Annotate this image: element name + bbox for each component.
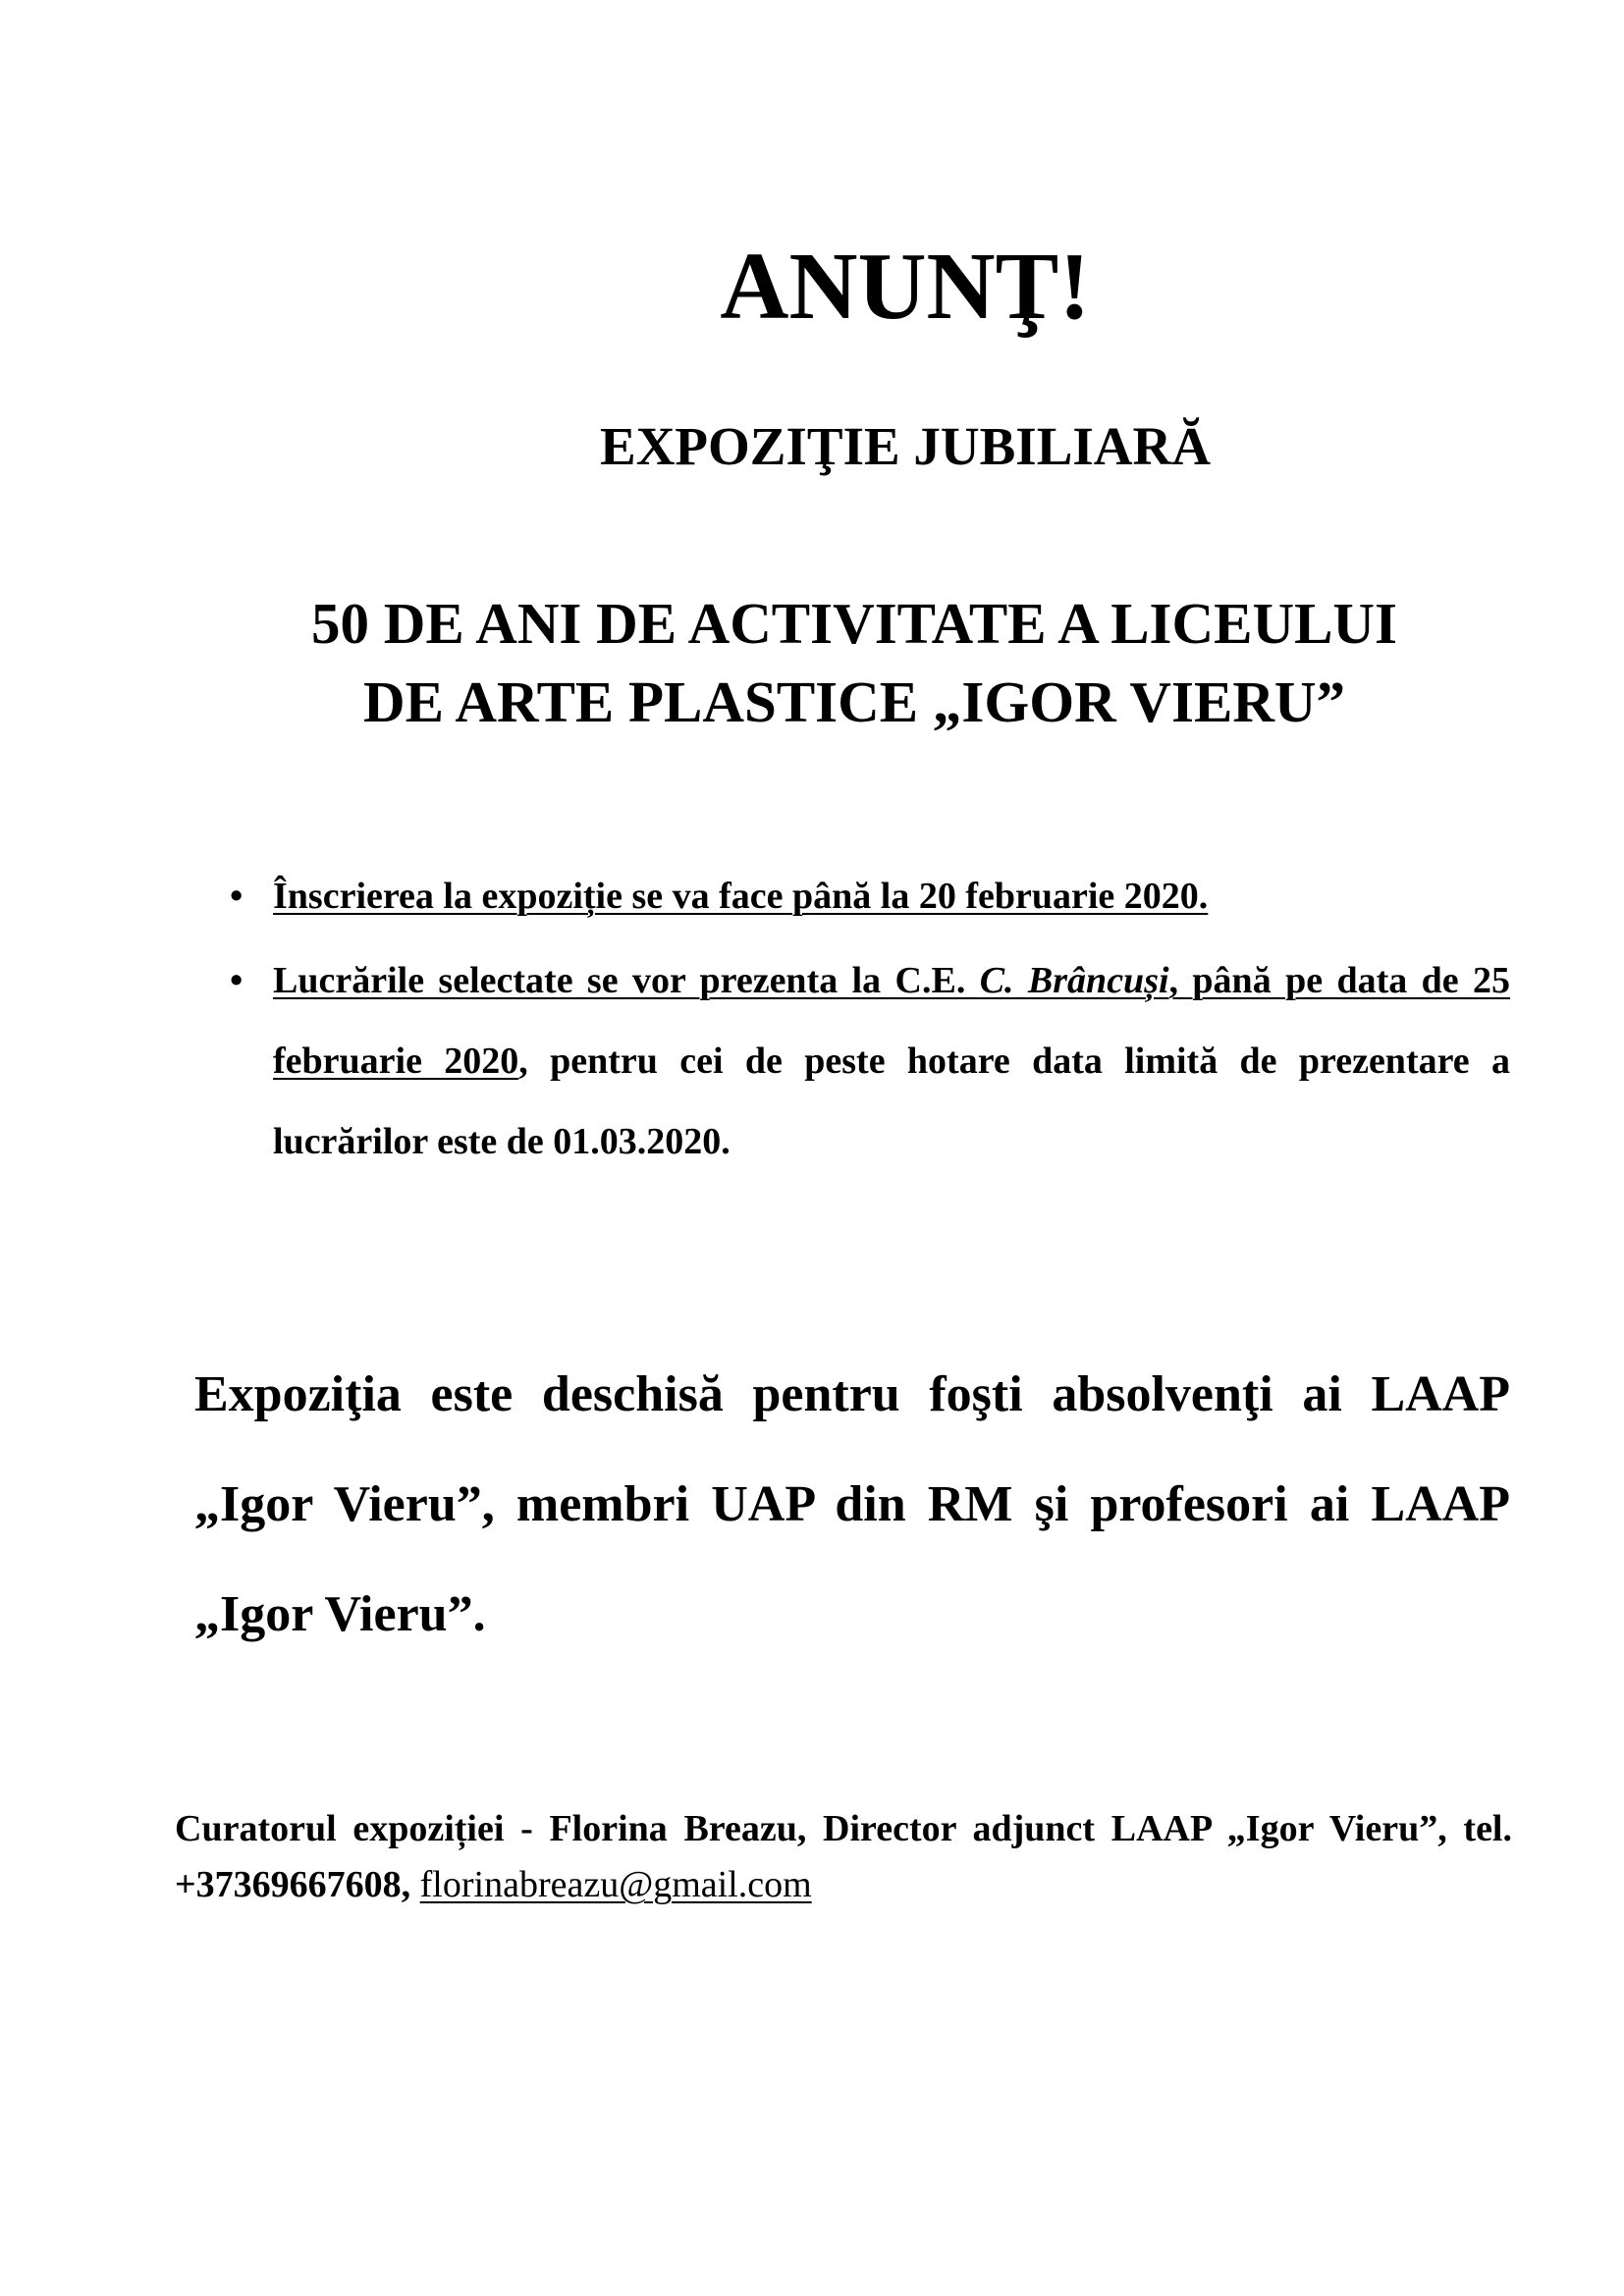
submission-text-part1: Lucrările selectate se vor prezenta la C.E.: [273, 960, 980, 1001]
bullet-item-registration: [273, 856, 1510, 936]
submission-abroad-text: , pentru cei de peste hotare data limită de prezentare a lucrărilor este de 01.03.2020.: [273, 1041, 1510, 1162]
page-title: ANUNŢ!: [720, 234, 1091, 339]
submission-venue: C. Brâncuși: [979, 960, 1169, 1001]
page-subtitle: EXPOZIŢIE JUBILIARĂ: [600, 416, 1211, 476]
curator-email-link[interactable]: florinabreazu@gmail.com: [419, 1864, 812, 1905]
headline-line-2: DE ARTE PLASTICE „IGOR VIERU”: [362, 669, 1346, 734]
eligibility-paragraph: Expoziţia este deschisă pentru foşti absolvenţi ai LAAP „Igor Vieru”, membri UAP din RM şi profesori ai LAAP „Igor Vieru”.: [194, 1366, 1510, 1642]
headline-line-1: 50 DE ANI DE ACTIVITATE A LICEULUI: [311, 591, 1397, 656]
headline: [196, 584, 1512, 741]
curator-text: Curatorul expoziției - Florina Breazu, Director adjunct LAAP „Igor Vieru”, tel. +37369667608,: [175, 1808, 1512, 1905]
bullet-list: [273, 856, 1510, 1182]
curator-contact: [175, 1801, 1512, 1913]
bullet-item-submission: [273, 940, 1510, 1182]
registration-deadline-text: Înscrierea la expoziție se va face până la 20 februarie 2020.: [273, 876, 1209, 917]
submission-deadline: , până pe data de 25 februarie 2020: [273, 960, 1510, 1082]
